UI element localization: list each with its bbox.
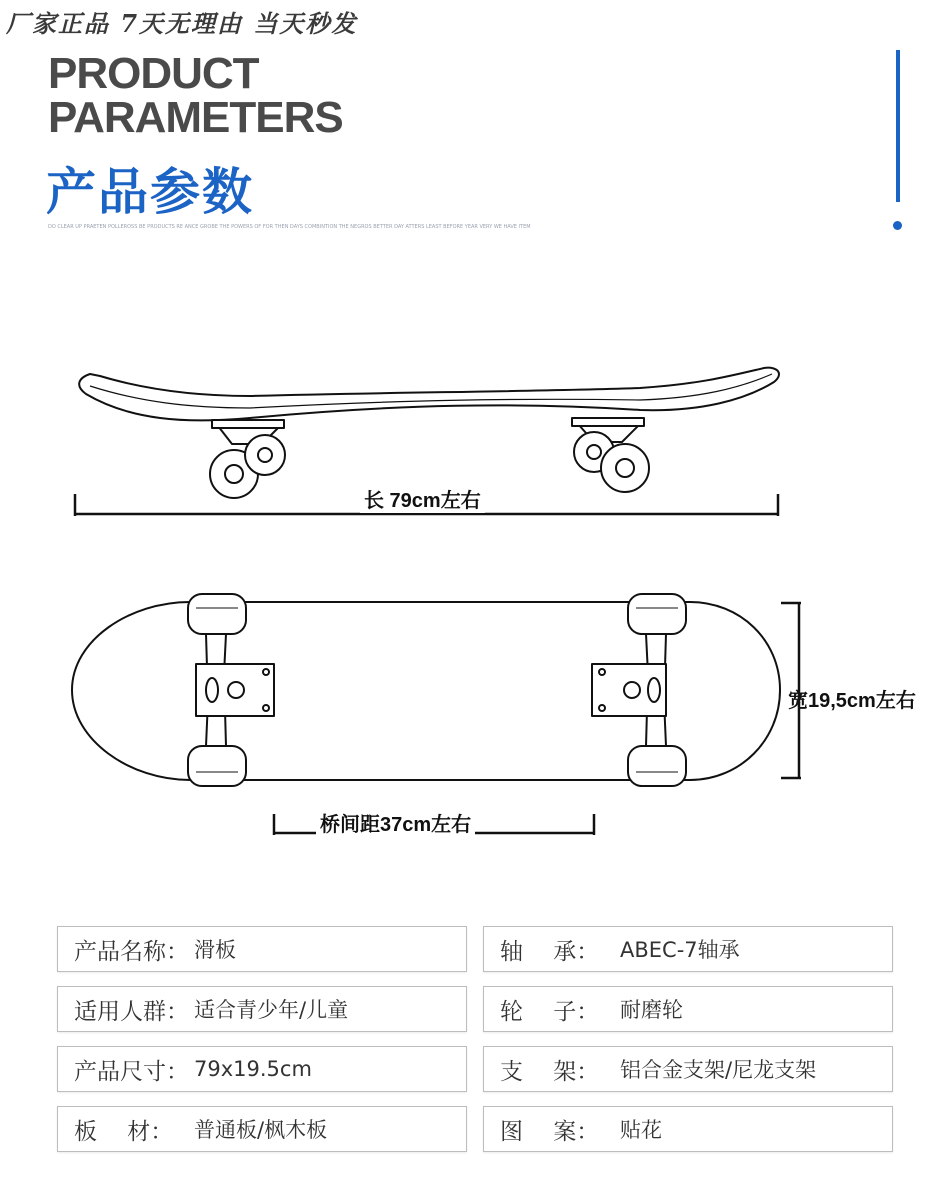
spec-value: 适合青少年/儿童 [194,998,349,1022]
length-label: 长 79cm左右 [360,484,485,513]
heading-english-line2: PARAMETERS [48,93,343,142]
spec-target-users [57,986,467,1032]
baseplate-rear-side [572,418,644,426]
wheel-rear-top-lower [628,746,686,786]
wheel-rear-top-upper [628,594,686,634]
width-label: 宽19,5cm左右 [788,690,916,712]
spec-value: 耐磨轮 [620,998,683,1022]
spec-key: 轴 承： [500,938,600,965]
spec-board-material [57,1106,467,1152]
spec-key: 板 材： [74,1118,174,1145]
fine-print-text: DO CLEAR UP PRAETEN POLLEROSS BE PRODUCTS RE ANCE GROBE THE POWERS OF FOR THEN DAYS COMBINTION THE NEGROS BETTER DAY ATTERS LEAST BEFORE YEAR VERY WE HAVE ITEM [48,224,531,230]
skateboard-side-view [79,368,779,498]
spec-key: 图 案： [500,1118,600,1145]
baseplate-front-side [212,420,284,428]
wheelbase-label: 桥间距37cm左右 [316,808,475,837]
spec-truck [483,1046,893,1092]
deck-side-top [79,368,779,421]
wheel-front-right-side [245,435,285,475]
spec-value: 贴花 [620,1118,662,1142]
baseplate-rear-top [592,664,666,716]
wheel-rear-right-side [601,444,649,492]
wheel-front-top-lower [188,746,246,786]
spec-pattern [483,1106,893,1152]
spec-value: 79x19.5cm [194,1057,312,1081]
spec-bearing [483,926,893,972]
spec-product-name [57,926,467,972]
heading-english-line1: PRODUCT [48,49,259,98]
spec-wheels [483,986,893,1032]
spec-key: 产品名称： [74,938,189,965]
wheel-front-top-upper [188,594,246,634]
spec-key: 产品尺寸： [74,1058,189,1085]
spec-value: 铝合金支架/尼龙支架 [620,1058,817,1082]
skateboard-top-view [72,594,780,786]
spec-value: 普通板/枫木板 [194,1118,328,1142]
spec-key: 轮 子： [500,998,600,1025]
deck-side-bottom [90,374,772,408]
spec-key: 支 架： [500,1058,600,1085]
spec-size [57,1046,467,1092]
heading-chinese: 产品参数 [46,163,254,221]
spec-key: 适用人群： [74,998,189,1025]
spec-value: ABEC-7轴承 [620,938,740,962]
spec-value: 滑板 [194,938,236,962]
promo-banner: 厂家正品 7天无理由 当天秒发 [6,9,358,38]
